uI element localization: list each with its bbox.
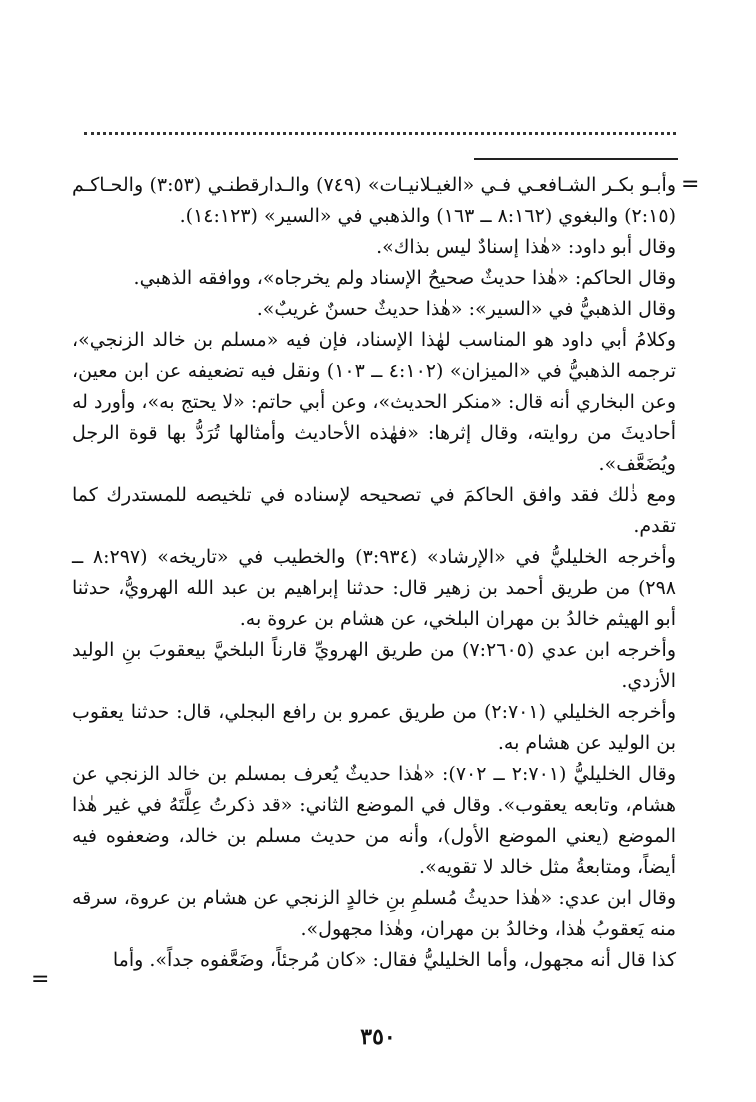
paragraph-3: وقال الحاكم: «هٰذا حديثٌ صحيحُ الإسناد ولم يخرجاه»، ووافقه الذهبي. (133, 267, 676, 289)
paragraph-5: وكلامُ أبي داود هو المناسب لهٰذا الإسناد، فإن فيه «مسلم بن خالد الزنجي»، ترجمه الذهبيُّ في «الميزان» (٤:١٠٢ ــ ١٠٣) ونقل فيه تضعيفه عن ابن معين، وعن البخاري أنه قال: «منكر الحديث»، وعن أبي حاتم: «لا يحتج به»، وأورد له أحاديثَ من روايته، وقال إثرها: «فهٰذه الأحاديث وأمثالها تُرَدُّ بها قوة الرجل ويُضَعَّف». (72, 329, 676, 475)
paragraph-4: وقال الذهبيُّ في «السير»: «هٰذا حديثٌ حسنٌ غريبٌ». (256, 298, 676, 320)
paragraph-12: كذا قال أنه مجهول، وأما الخليليُّ فقال: «كان مُرجئاً، وضَعَّفوه جداً». وأما (112, 949, 676, 971)
page-number: ٣٥٠ (360, 1024, 396, 1050)
continuation-mark-bottom: = (31, 967, 50, 992)
dotted-separator (84, 132, 676, 135)
paragraph-8: وأخرجه ابن عدي (٧:٢٦٠٥) من طريق الهرويِّ قارناً البلخيَّ بيعقوبَ بنِ الوليد الأزدي. (72, 639, 676, 692)
paragraph-2: وقال أبو داود: «هٰذا إسنادٌ ليس بذاك». (376, 236, 676, 258)
paragraph-6: ومع ذٰلك فقد وافق الحاكمَ في تصحيحه لإسناده في تلخيصه للمستدرك كما تقدم. (72, 484, 676, 537)
paragraph-9: وأخرجه الخليلي (٢:٧٠١) من طريق عمرو بن رافع البجلي، قال: حدثنا يعقوب بن الوليد عن هشام به. (72, 701, 676, 754)
paragraph-10: وقال الخليليُّ (٢:٧٠١ ــ ٧٠٢): «هٰذا حديثٌ يُعرف بمسلم بن خالد الزنجي عن هشام، وتابعه يعقوب». وقال في الموضع الثاني: «قد ذكرتُ عِلَّتَهُ في غير هٰذا الموضع (يعني الموضع الأول)، وأنه من حديث مسلم بن خالد، وضعفوه فيه أيضاً، ومتابعةُ مثل خالد لا تقويه». (72, 763, 676, 878)
footnote-rule (474, 158, 678, 160)
paragraph-7: وأخرجه الخليليُّ في «الإرشاد» (٣:٩٣٤) والخطيب في «تاريخه» (٨:٢٩٧ ــ ٢٩٨) من طريق أحمد بن زهير قال: حدثنا إبراهيم بن عبد الله الهرويُّ، حدثنا أبو الهيثم خالدُ بن مهران البلخي، عن هشام بن عروة به. (72, 546, 676, 630)
paragraph-11: وقال ابن عدي: «هٰذا حديثُ مُسلمِ بنِ خالدٍ الزنجي عن هشام بن عروة، سرقه منه يَعقوبُ هٰذا، وخالدُ بن مهران، وهٰذا مجهول». (72, 887, 676, 940)
footnote-text (72, 170, 676, 976)
continuation-mark-top: = (681, 172, 700, 197)
paragraph-1: وأبـو بكـر الشـافعـي فـي «الغيـلانيـات» (٧٤٩) والـدارقطنـي (٣:٥٣) والحـاكـم (٢:١٥) والبغوي (٨:١٦٢ ــ ١٦٣) والذهبي في «السير» (١٤:١٢٣). (72, 174, 677, 227)
